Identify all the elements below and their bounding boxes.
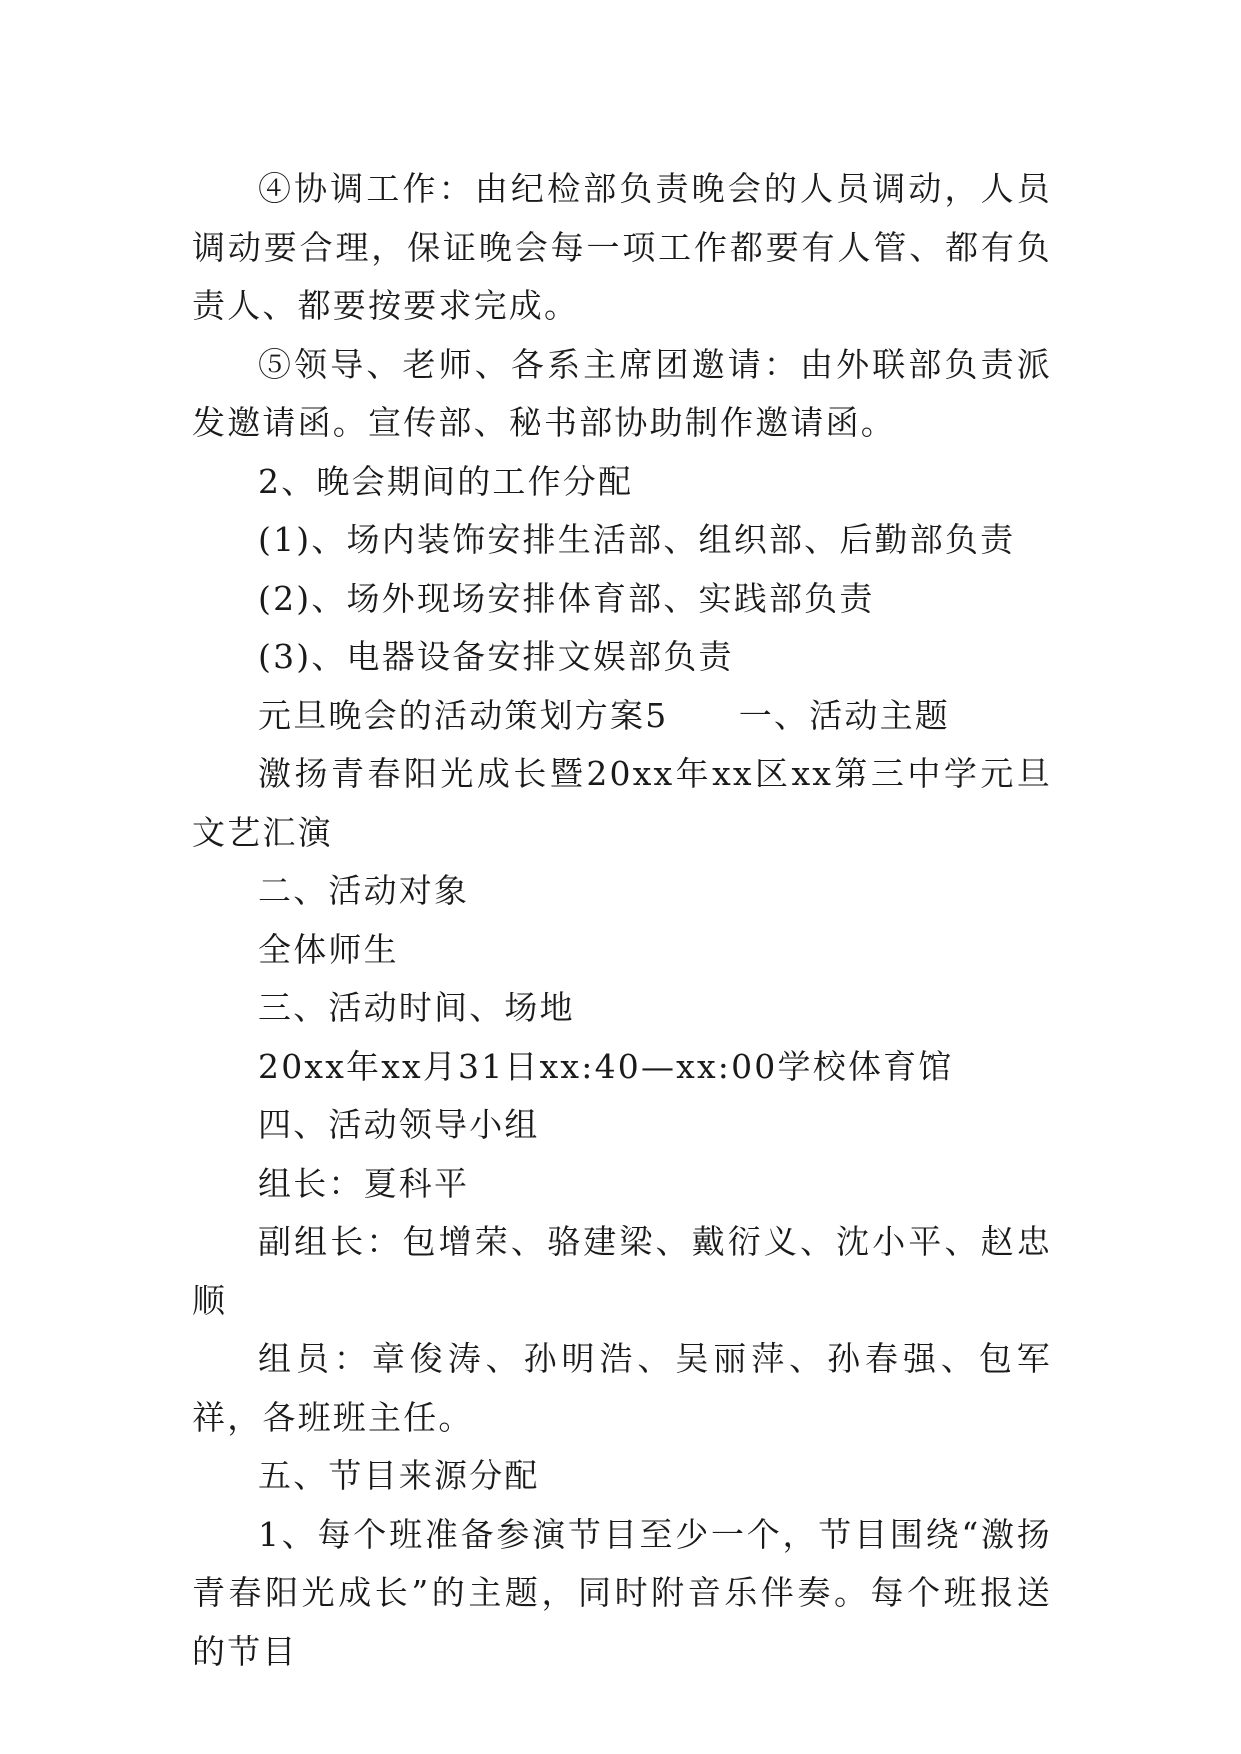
paragraph-work-allocation-heading: 2、晚会期间的工作分配	[258, 461, 634, 501]
section-heading-time-venue: 三、活动时间、场地	[258, 988, 575, 1027]
paragraph-invitation: ⑤领导、老师、各系主席团邀请：由外联部负责派发邀请函。宣传部、秘书部协助制作邀请函。	[192, 344, 1052, 442]
paragraph-outdoor-arrangement: (2)、场外现场安排体育部、实践部负责	[258, 578, 875, 618]
paragraph-deputy-leaders: 副组长：包增荣、骆建梁、戴衍义、沈小平、赵忠顺	[192, 1222, 1052, 1320]
paragraph-target: 全体师生	[258, 929, 399, 969]
section-heading-program-source: 五、节目来源分配	[258, 1456, 540, 1495]
paragraph-activity-theme: 激扬青春阳光成长暨20xx年xx区xx第三中学元旦文艺汇演	[192, 754, 1052, 852]
paragraph-program-requirement: 1、每个班准备参演节目至少一个，节目围绕“激扬青春阳光成长”的主题，同时附音乐伴奏。每个班报送的节目	[192, 1514, 1052, 1671]
section-heading-leadership: 四、活动领导小组	[258, 1105, 540, 1144]
paragraph-indoor-decoration: (1)、场内装饰安排生活部、组织部、后勤部负责	[258, 520, 1016, 559]
document-body	[192, 160, 1052, 1681]
paragraph-plan-title: 元旦晚会的活动策划方案5 一、活动主题	[258, 695, 950, 735]
paragraph-electrical-equipment: (3)、电器设备安排文娱部负责	[258, 637, 734, 676]
paragraph-members: 组员：章俊涛、孙明浩、吴丽萍、孙春强、包军祥，各班班主任。	[192, 1339, 1052, 1437]
paragraph-leader: 组长：夏科平	[258, 1163, 470, 1203]
paragraph-coordination: ④协调工作：由纪检部负责晚会的人员调动，人员调动要合理，保证晚会每一项工作都要有人管、都有负责人、都要按要求完成。	[192, 169, 1052, 325]
section-heading-target: 二、活动对象	[258, 871, 470, 910]
paragraph-time-venue: 20xx年xx月31日xx:40—xx:00学校体育馆	[258, 1046, 954, 1086]
